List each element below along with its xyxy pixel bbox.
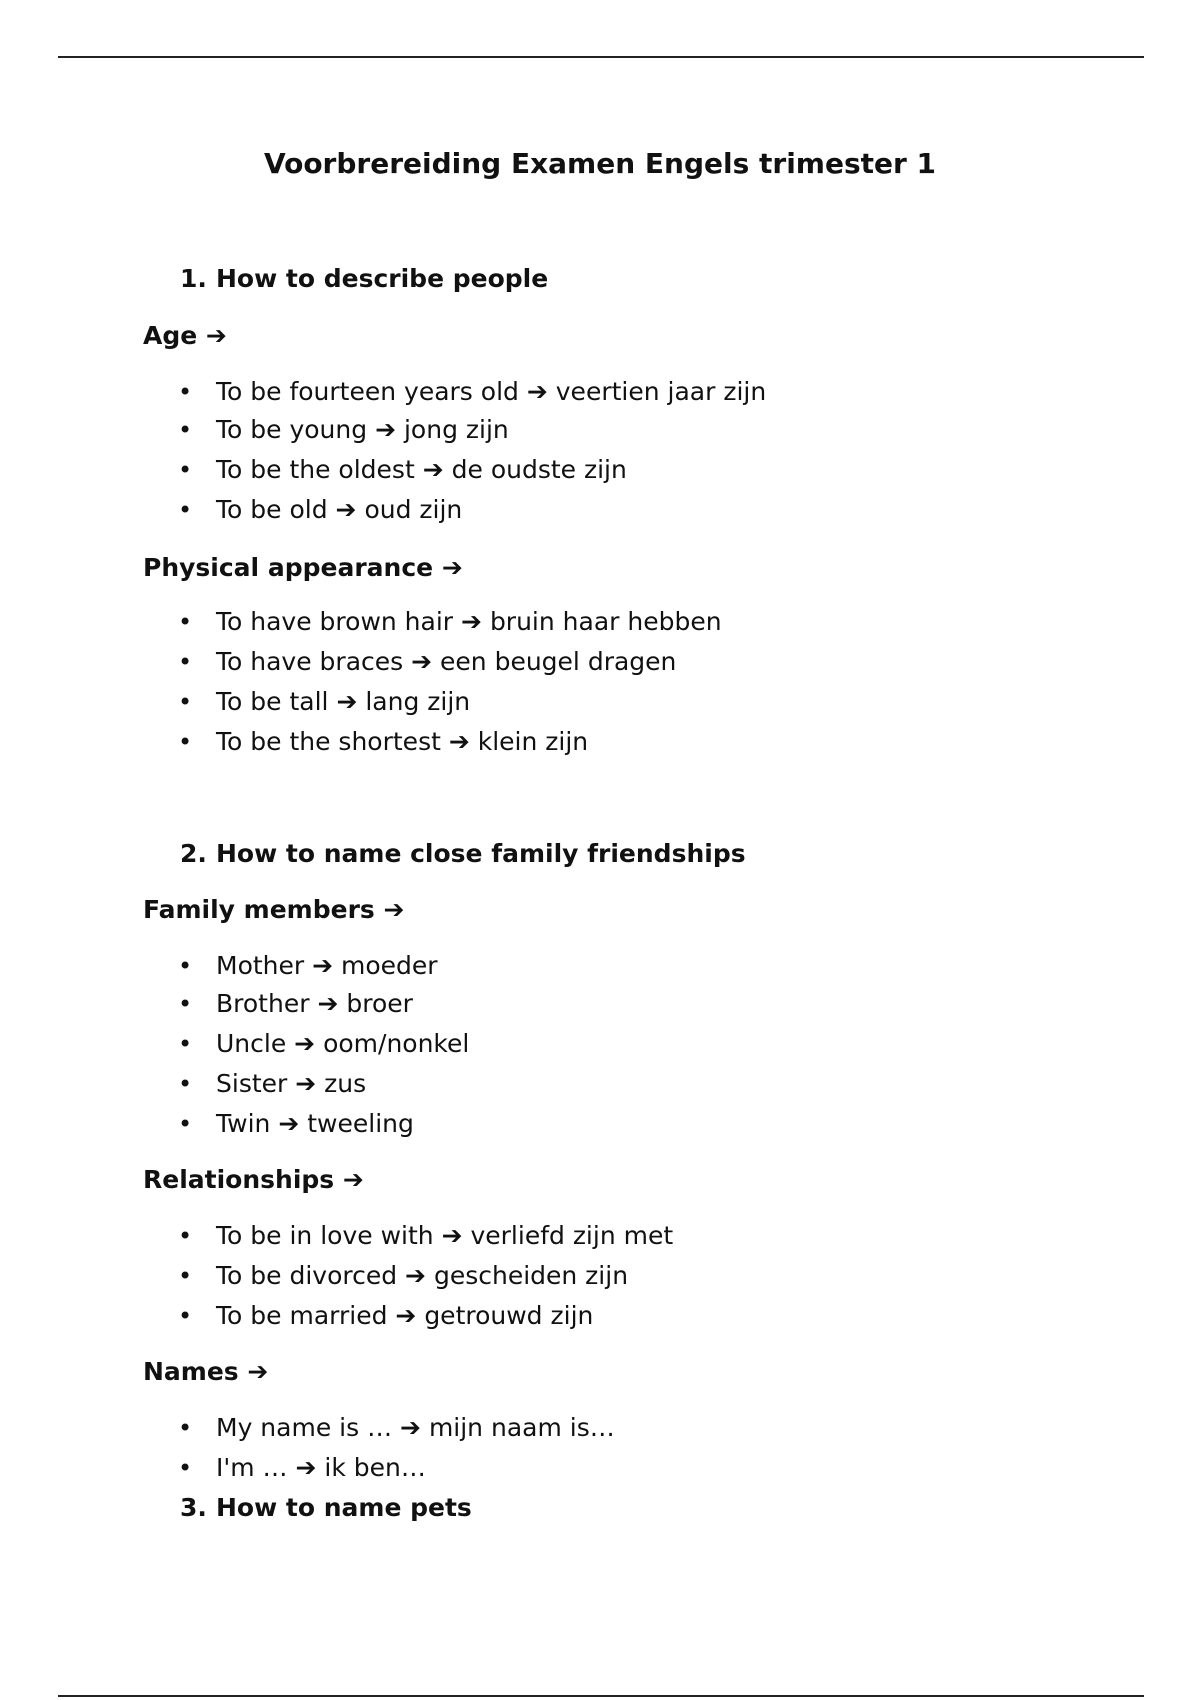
group-label-age	[143, 320, 227, 352]
arrow-icon: ➔	[383, 895, 405, 924]
bullet-icon: •	[178, 1414, 193, 1442]
section-number: 2.	[180, 839, 207, 868]
arrow-icon: ➔	[405, 1261, 426, 1290]
term-nl: lang zijn	[365, 687, 471, 716]
arrow-icon: ➔	[205, 321, 227, 350]
arrow-icon: ➔	[526, 377, 548, 406]
section-number: 1.	[180, 264, 207, 293]
section-heading-1	[180, 263, 548, 295]
group-label-relationships	[143, 1164, 364, 1196]
arrow-icon: ➔	[294, 1029, 316, 1058]
bullet-icon: •	[178, 608, 193, 636]
group-label-text: Age	[143, 321, 198, 350]
bullet-icon: •	[178, 952, 193, 980]
group-label-names	[143, 1356, 268, 1388]
list-item	[178, 1300, 593, 1332]
bullet-icon: •	[178, 648, 193, 676]
arrow-icon: ➔	[336, 687, 358, 716]
term-nl: moeder	[341, 951, 438, 980]
arrow-icon: ➔	[312, 951, 334, 980]
term-nl: een beugel dragen	[440, 647, 677, 676]
section-heading-2	[180, 838, 746, 870]
arrow-icon: ➔	[295, 1069, 317, 1098]
term-en: To be old	[216, 495, 328, 524]
term-nl: tweeling	[307, 1109, 414, 1138]
arrow-icon: ➔	[335, 495, 357, 524]
arrow-icon: ➔	[441, 1221, 463, 1250]
term-nl: bruin haar hebben	[489, 607, 722, 636]
term-en: To have brown hair	[216, 607, 454, 636]
arrow-icon: ➔	[342, 1165, 364, 1194]
group-label-family-members	[143, 894, 404, 926]
list-item	[178, 1260, 628, 1292]
term-en: My name is …	[216, 1413, 393, 1442]
term-en: To be young	[216, 415, 368, 444]
arrow-icon: ➔	[295, 1453, 317, 1482]
arrow-icon: ➔	[247, 1357, 269, 1386]
term-en: To have braces	[216, 647, 404, 676]
list-item	[178, 686, 470, 718]
term-en: To be fourteen years old	[216, 377, 519, 406]
term-en: To be married	[216, 1301, 388, 1330]
term-en: To be the shortest	[216, 727, 441, 756]
list-item	[178, 1028, 469, 1060]
term-en: To be in love with	[216, 1221, 434, 1250]
arrow-icon: ➔	[400, 1413, 421, 1442]
term-nl: verliefd zijn met	[470, 1221, 674, 1250]
section-number: 3.	[180, 1493, 207, 1522]
term-nl: klein zijn	[477, 727, 589, 756]
arrow-icon: ➔	[448, 727, 470, 756]
term-nl: de oudste zijn	[451, 455, 627, 484]
arrow-icon: ➔	[422, 455, 444, 484]
bullet-icon: •	[178, 496, 193, 524]
term-nl: oom/nonkel	[323, 1029, 470, 1058]
arrow-icon: ➔	[375, 415, 397, 444]
bullet-icon: •	[178, 1454, 193, 1482]
group-label-text: Relationships	[143, 1165, 335, 1194]
arrow-icon: ➔	[411, 647, 433, 676]
bottom-border-line	[58, 1695, 1144, 1697]
top-border-line	[58, 56, 1144, 58]
list-item	[178, 646, 676, 678]
list-item	[178, 494, 462, 526]
group-label-text: Family members	[143, 895, 375, 924]
term-nl: mijn naam is…	[428, 1413, 615, 1442]
section-title: How to name pets	[216, 1493, 472, 1522]
term-nl: oud zijn	[364, 495, 463, 524]
term-en: To be divorced	[216, 1261, 398, 1290]
term-nl: jong zijn	[403, 415, 509, 444]
list-item	[178, 414, 509, 446]
term-en: I'm …	[216, 1453, 288, 1482]
term-nl: getrouwd zijn	[424, 1301, 594, 1330]
group-label-physical-appearance	[143, 552, 463, 584]
bullet-icon: •	[178, 688, 193, 716]
bullet-icon: •	[178, 456, 193, 484]
bullet-icon: •	[178, 1222, 193, 1250]
list-item	[178, 1452, 426, 1484]
list-item	[178, 376, 766, 408]
term-en: Twin	[216, 1109, 271, 1138]
section-title: How to name close family friendships	[216, 839, 746, 868]
list-item	[178, 1220, 673, 1252]
bullet-icon: •	[178, 1262, 193, 1290]
arrow-icon: ➔	[441, 553, 463, 582]
list-item	[178, 950, 438, 982]
group-label-text: Names	[143, 1357, 239, 1386]
bullet-icon: •	[178, 1070, 193, 1098]
section-heading-3	[180, 1492, 472, 1524]
term-en: To be tall	[216, 687, 329, 716]
term-en: Sister	[216, 1069, 288, 1098]
list-item	[178, 1412, 615, 1444]
group-label-text: Physical appearance	[143, 553, 434, 582]
bullet-icon: •	[178, 990, 193, 1018]
bullet-icon: •	[178, 378, 193, 406]
list-item	[178, 606, 722, 638]
term-en: Uncle	[216, 1029, 287, 1058]
arrow-icon: ➔	[461, 607, 482, 636]
bullet-icon: •	[178, 1110, 193, 1138]
arrow-icon: ➔	[278, 1109, 300, 1138]
bullet-icon: •	[178, 416, 193, 444]
document-title: Voorbrereiding Examen Engels trimester 1	[263, 147, 937, 180]
term-nl: zus	[324, 1069, 367, 1098]
bullet-icon: •	[178, 728, 193, 756]
term-nl: broer	[346, 989, 413, 1018]
section-title: How to describe people	[216, 264, 549, 293]
term-en: Brother	[216, 989, 310, 1018]
list-item	[178, 1108, 414, 1140]
arrow-icon: ➔	[317, 989, 339, 1018]
list-item	[178, 988, 413, 1020]
list-item	[178, 726, 588, 758]
term-nl: veertien jaar zijn	[555, 377, 767, 406]
bullet-icon: •	[178, 1030, 193, 1058]
term-en: Mother	[216, 951, 305, 980]
bullet-icon: •	[178, 1302, 193, 1330]
term-en: To be the oldest	[216, 455, 415, 484]
arrow-icon: ➔	[395, 1301, 417, 1330]
list-item	[178, 1068, 366, 1100]
list-item	[178, 454, 627, 486]
term-nl: gescheiden zijn	[433, 1261, 629, 1290]
term-nl: ik ben…	[324, 1453, 426, 1482]
